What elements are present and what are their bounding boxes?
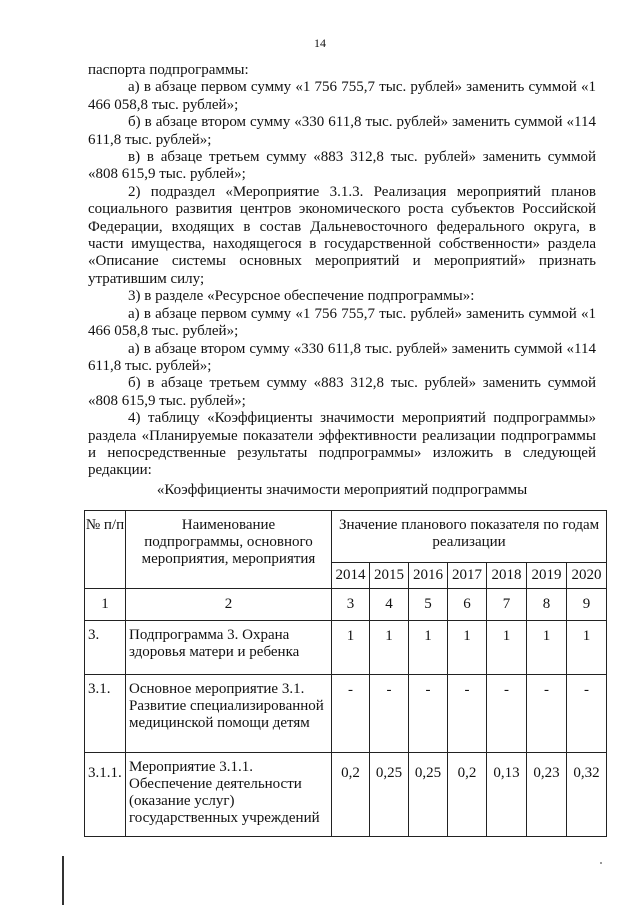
scan-speck <box>600 862 602 864</box>
row-value: - <box>527 675 567 753</box>
paragraph: 3) в разделе «Ресурсное обеспечение подпрограммы»: <box>128 288 475 305</box>
row-value: 1 <box>332 621 370 675</box>
table-row <box>85 753 607 837</box>
column-number: 6 <box>448 589 487 621</box>
paragraph: а) в абзаце первом сумму «1 756 755,7 тыс. рублей» заменить суммой «1 466 058,8 тыс. рублей»; <box>88 305 596 340</box>
row-value: 1 <box>370 621 409 675</box>
scan-margin-line <box>62 856 64 905</box>
row-value: 0,2 <box>448 753 487 837</box>
row-value: 0,25 <box>370 753 409 837</box>
column-number: 7 <box>487 589 527 621</box>
header-year: 2020 <box>567 563 607 589</box>
row-value: 0,2 <box>332 753 370 837</box>
row-value: 1 <box>567 621 607 675</box>
column-number: 2 <box>126 589 332 621</box>
row-value: - <box>567 675 607 753</box>
row-number: 3.1. <box>85 675 126 753</box>
row-value: - <box>487 675 527 753</box>
row-name: Основное мероприятие 3.1. Развитие специализированной медицинской помощи детям <box>126 675 332 753</box>
paragraph: а) в абзаце первом сумму «1 756 755,7 тыс. рублей» заменить суммой «1 466 058,8 тыс. рублей»; <box>88 79 596 113</box>
column-number: 5 <box>409 589 448 621</box>
coefficients-table <box>84 510 607 837</box>
paragraph: а) в абзаце втором сумму «330 611,8 тыс. рублей» заменить суммой «114 611,8 тыс. рублей»; <box>88 340 596 374</box>
row-value: - <box>370 675 409 753</box>
row-value: - <box>332 675 370 753</box>
paragraph: 2) подраздел «Мероприятие 3.1.3. Реализация мероприятий планов социального развития центров экономического роста субъектов Российской Федерации, входящих в состав Дальневосточного федерального округа, в части имущества, находящегося в государственной собственности» раздела «Описание системы основных мероприятий и мероприятий» признать утратившим силу; <box>88 183 596 287</box>
paragraph: 4) таблицу «Коэффициенты значимости мероприятий подпрограммы» раздела «Планируемые показатели эффективности реализации подпрограммы и непосредственные результаты подпрограммы» изложить в следующей редакции: <box>88 410 596 479</box>
table-caption: «Коэффициенты значимости мероприятий подпрограммы <box>156 482 528 498</box>
row-value: 0,25 <box>409 753 448 837</box>
row-value: 1 <box>448 621 487 675</box>
row-name: Подпрограмма 3. Охрана здоровья матери и ребенка <box>126 621 332 675</box>
row-number: 3. <box>85 621 126 675</box>
paragraph: б) в абзаце третьем сумму «883 312,8 тыс. рублей» заменить суммой «808 615,9 тыс. рублей»; <box>88 375 596 409</box>
page-number: 14 <box>314 36 326 50</box>
row-value: - <box>409 675 448 753</box>
table-row <box>85 621 607 675</box>
row-value: 0,23 <box>527 753 567 837</box>
header-year: 2015 <box>370 563 409 589</box>
paragraph: в) в абзаце третьем сумму «883 312,8 тыс. рублей» заменить суммой «808 615,9 тыс. рублей»; <box>88 149 596 183</box>
header-year: 2014 <box>332 563 370 589</box>
row-value: - <box>448 675 487 753</box>
paragraph: б) в абзаце втором сумму «330 611,8 тыс. рублей» заменить суммой «114 611,8 тыс. рублей»; <box>88 114 596 148</box>
column-number: 3 <box>332 589 370 621</box>
header-year: 2019 <box>527 563 567 589</box>
column-number: 9 <box>567 589 607 621</box>
column-number: 8 <box>527 589 567 621</box>
document-body <box>88 62 596 480</box>
header-number: № п/п <box>85 511 126 589</box>
row-name: Мероприятие 3.1.1. Обеспечение деятельности (оказание услуг) государственных учреждений <box>126 753 332 837</box>
paragraph: паспорта подпрограммы: <box>88 62 249 78</box>
row-value: 0,13 <box>487 753 527 837</box>
column-number: 1 <box>85 589 126 621</box>
header-year: 2017 <box>448 563 487 589</box>
header-values-group: Значение планового показателя по годам реализации <box>332 511 607 563</box>
column-number: 4 <box>370 589 409 621</box>
header-year: 2018 <box>487 563 527 589</box>
row-value: 1 <box>409 621 448 675</box>
header-year: 2016 <box>409 563 448 589</box>
row-number: 3.1.1. <box>85 753 126 837</box>
header-name: Наименование подпрограммы, основного мероприятия, мероприятия <box>126 511 332 589</box>
row-value: 0,32 <box>567 753 607 837</box>
row-value: 1 <box>487 621 527 675</box>
table-row <box>85 675 607 753</box>
row-value: 1 <box>527 621 567 675</box>
